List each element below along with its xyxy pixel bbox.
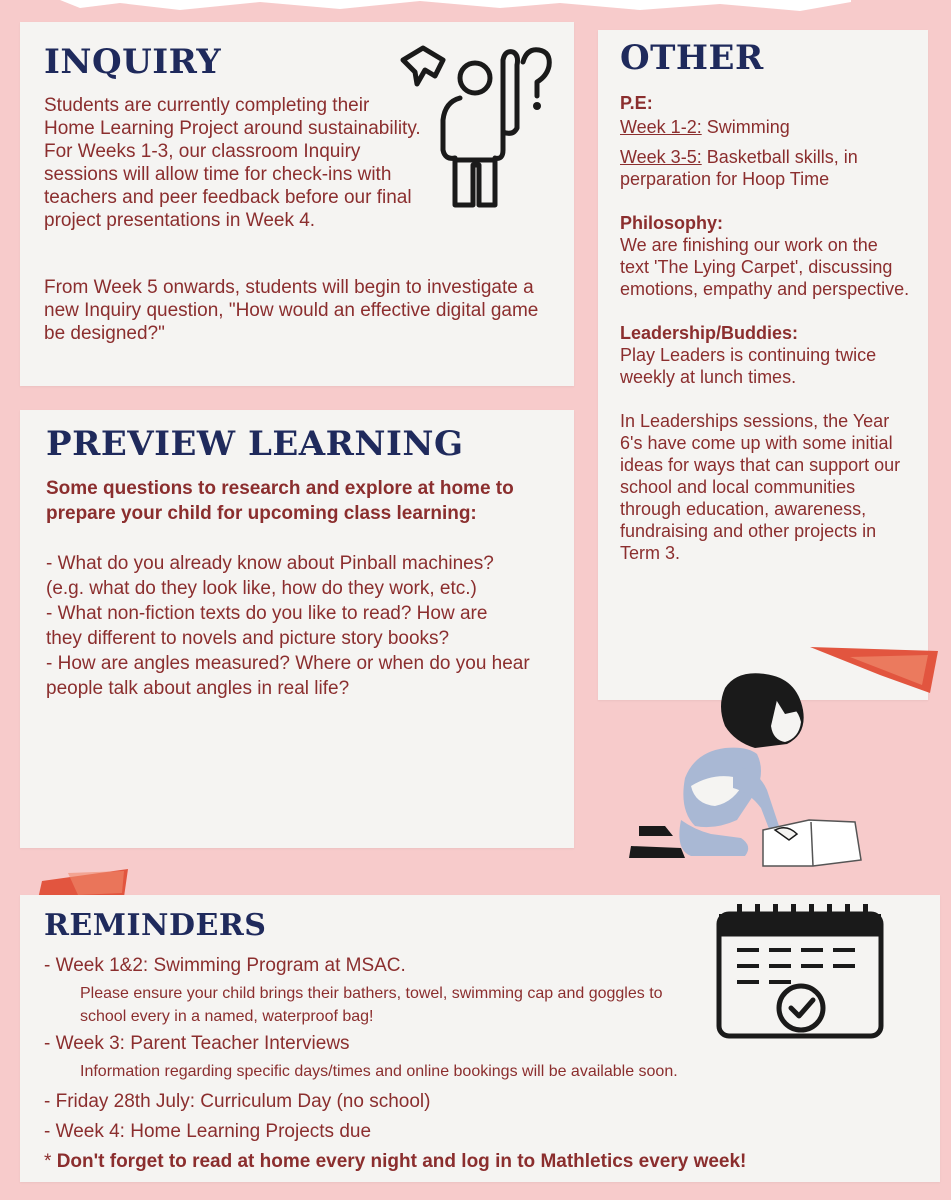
inquiry-heading: INQUIRY [44,42,222,82]
preview-heading: PREVIEW LEARNING [46,424,464,464]
philosophy-text: We are finishing our work on the text 'The Lying Carpet', discussing emotions, empathy and perspective. [620,235,910,299]
preview-question-2: - What non-fiction texts do you like to read? How are they different to novels and picture story books? [46,603,488,649]
reminder-item-2-note: Information regarding specific days/times and online bookings will be available soon. [80,1063,678,1080]
question-person-icon [395,40,565,215]
leadership-text-1: Play Leaders is continuing twice weekly at lunch times. [620,345,877,387]
pe-week12-text: Swimming [701,117,790,137]
preview-body [46,476,546,701]
calendar-check-icon [715,902,885,1042]
preview-intro: Some questions to research and explore at home to prepare your child for upcoming class learning: [46,478,514,524]
reminder-footer-star: * [44,1151,57,1172]
reminder-footer [44,1150,914,1174]
leadership-label: Leadership/Buddies: [620,323,799,343]
torn-paper-top [0,0,951,12]
reading-girl-illustration [625,670,875,870]
preview-question-3: - How are angles measured? Where or when do you hear people talk about angles in real life? [46,653,530,699]
pe-week35-label: Week 3-5: [620,147,702,167]
reminder-item-1: - Week 1&2: Swimming Program at MSAC. [44,955,406,976]
reminder-item-2: - Week 3: Parent Teacher Interviews [44,1033,350,1054]
reminder-item-4: - Week 4: Home Learning Projects due [44,1121,372,1142]
other-heading: OTHER [620,38,764,78]
inquiry-paragraph-1: Students are currently completing their Home Learning Project around sustainability. For Weeks 1-3, our classroom Inquiry sessions will allow time for check-ins with teachers and peer feedback before our final project presentations in Week 4. [44,95,421,231]
pe-week35 [620,146,910,190]
philosophy-label: Philosophy: [620,213,723,233]
other-body [620,92,910,564]
pe-week12-label: Week 1-2: [620,117,702,137]
pe-label: P.E: [620,93,653,113]
reminders-heading: REMINDERS [44,908,267,943]
inquiry-paragraph-2: From Week 5 onwards, students will begin to investigate a new Inquiry question, "How would an effective digital game be designed?" [44,277,539,344]
preview-question-1: - What do you already know about Pinball machines? (e.g. what do they look like, how do they work, etc.) [46,553,494,599]
leadership-text-2: In Leaderships sessions, the Year 6's have come up with some initial ideas for ways that can support our school and local communities through education, awareness, fundraising and other projects in Term 3. [620,411,901,563]
pe-week12 [620,116,910,138]
reminder-footer-text: Don't forget to read at home every night and log in to Mathletics every week! [56,1151,747,1172]
pe-week35-text: Basketball skills, in perparation for Hoop Time [620,147,858,189]
inquiry-body-2 [44,276,554,345]
reminder-item-3: - Friday 28th July: Curriculum Day (no school) [44,1091,431,1112]
reminder-item-1-note: Please ensure your child brings their bathers, towel, swimming cap and goggles to school every in a named, waterproof bag! [80,985,663,1025]
inquiry-body [44,94,424,232]
